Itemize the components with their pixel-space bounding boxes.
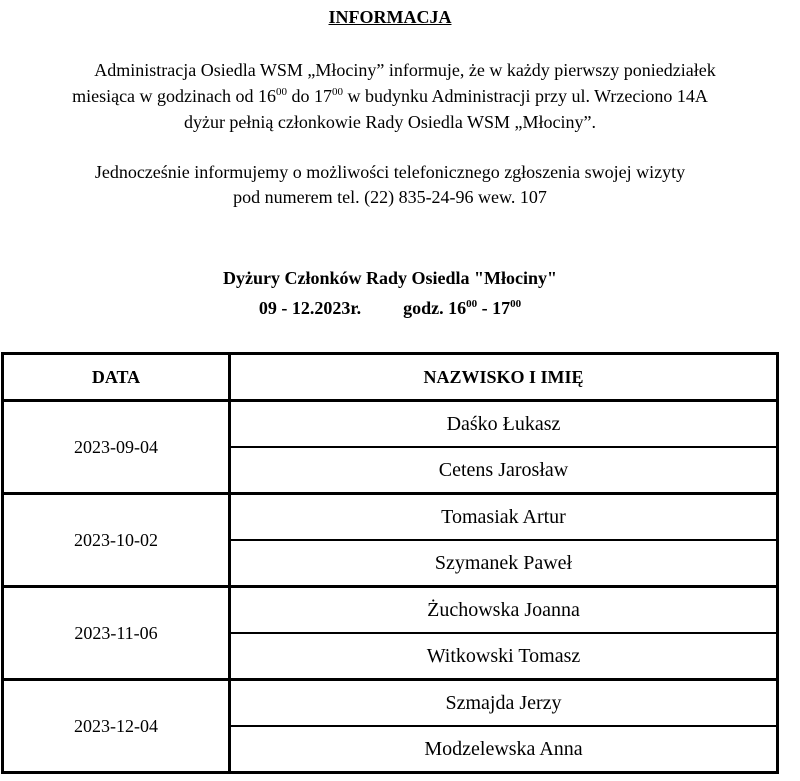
info-line-3: dyżur pełnią członkowie Rady Osiedla WSM „Młociny”. (183, 112, 597, 132)
schedule-hours-sup-2: 00 (510, 298, 522, 310)
schedule-period: 09 - 12.2023r. (258, 298, 362, 318)
member-name: Szymanek Paweł (230, 540, 778, 587)
schedule-hours-b: - 17 (477, 298, 511, 318)
duty-date: 2023-09-04 (3, 401, 230, 494)
info-line-2-b: do 17 (287, 86, 333, 106)
info-line-1: Administracja Osiedla WSM „Młociny” informuje, że w każdy pierwszy poniedziałek (94, 60, 716, 80)
table-row (3, 401, 778, 448)
member-name: Cetens Jarosław (230, 447, 778, 494)
schedule-hours-a: godz. 16 (403, 298, 467, 318)
schedule-subtitle (0, 298, 780, 319)
header-date: DATA (3, 354, 230, 401)
schedule-title: Dyżury Członków Rady Osiedla "Młociny" (223, 268, 557, 288)
info-line-2-a: miesiąca w godzinach od 16 (72, 86, 277, 106)
member-name: Tomasiak Artur (230, 494, 778, 541)
page-title: INFORMACJA (328, 7, 452, 27)
table-row (3, 680, 778, 727)
member-name: Szmajda Jerzy (230, 680, 778, 727)
schedule-hours-sup-1: 00 (466, 298, 478, 310)
duty-date: 2023-12-04 (3, 680, 230, 773)
info-line-2-c: w budynku Administracji przy ul. Wrzeciono 14A (343, 86, 708, 106)
table-row (3, 587, 778, 634)
info-line-2-sup-2: 00 (332, 86, 344, 98)
info-line-4: Jednocześnie informujemy o możliwości telefonicznego zgłoszenia swojej wizyty (94, 162, 686, 182)
info-line-2-sup-1: 00 (276, 86, 288, 98)
member-name: Modzelewska Anna (230, 726, 778, 773)
duty-table (1, 352, 779, 774)
member-name: Daśko Łukasz (230, 401, 778, 448)
member-name: Żuchowska Joanna (230, 587, 778, 634)
member-name: Witkowski Tomasz (230, 633, 778, 680)
header-name: NAZWISKO I IMIĘ (230, 354, 778, 401)
info-line-2 (0, 83, 780, 109)
duty-date: 2023-10-02 (3, 494, 230, 587)
table-header-row (3, 354, 778, 401)
duty-date: 2023-11-06 (3, 587, 230, 680)
table-row (3, 494, 778, 541)
info-line-5: pod numerem tel. (22) 835-24-96 wew. 107 (233, 187, 547, 207)
